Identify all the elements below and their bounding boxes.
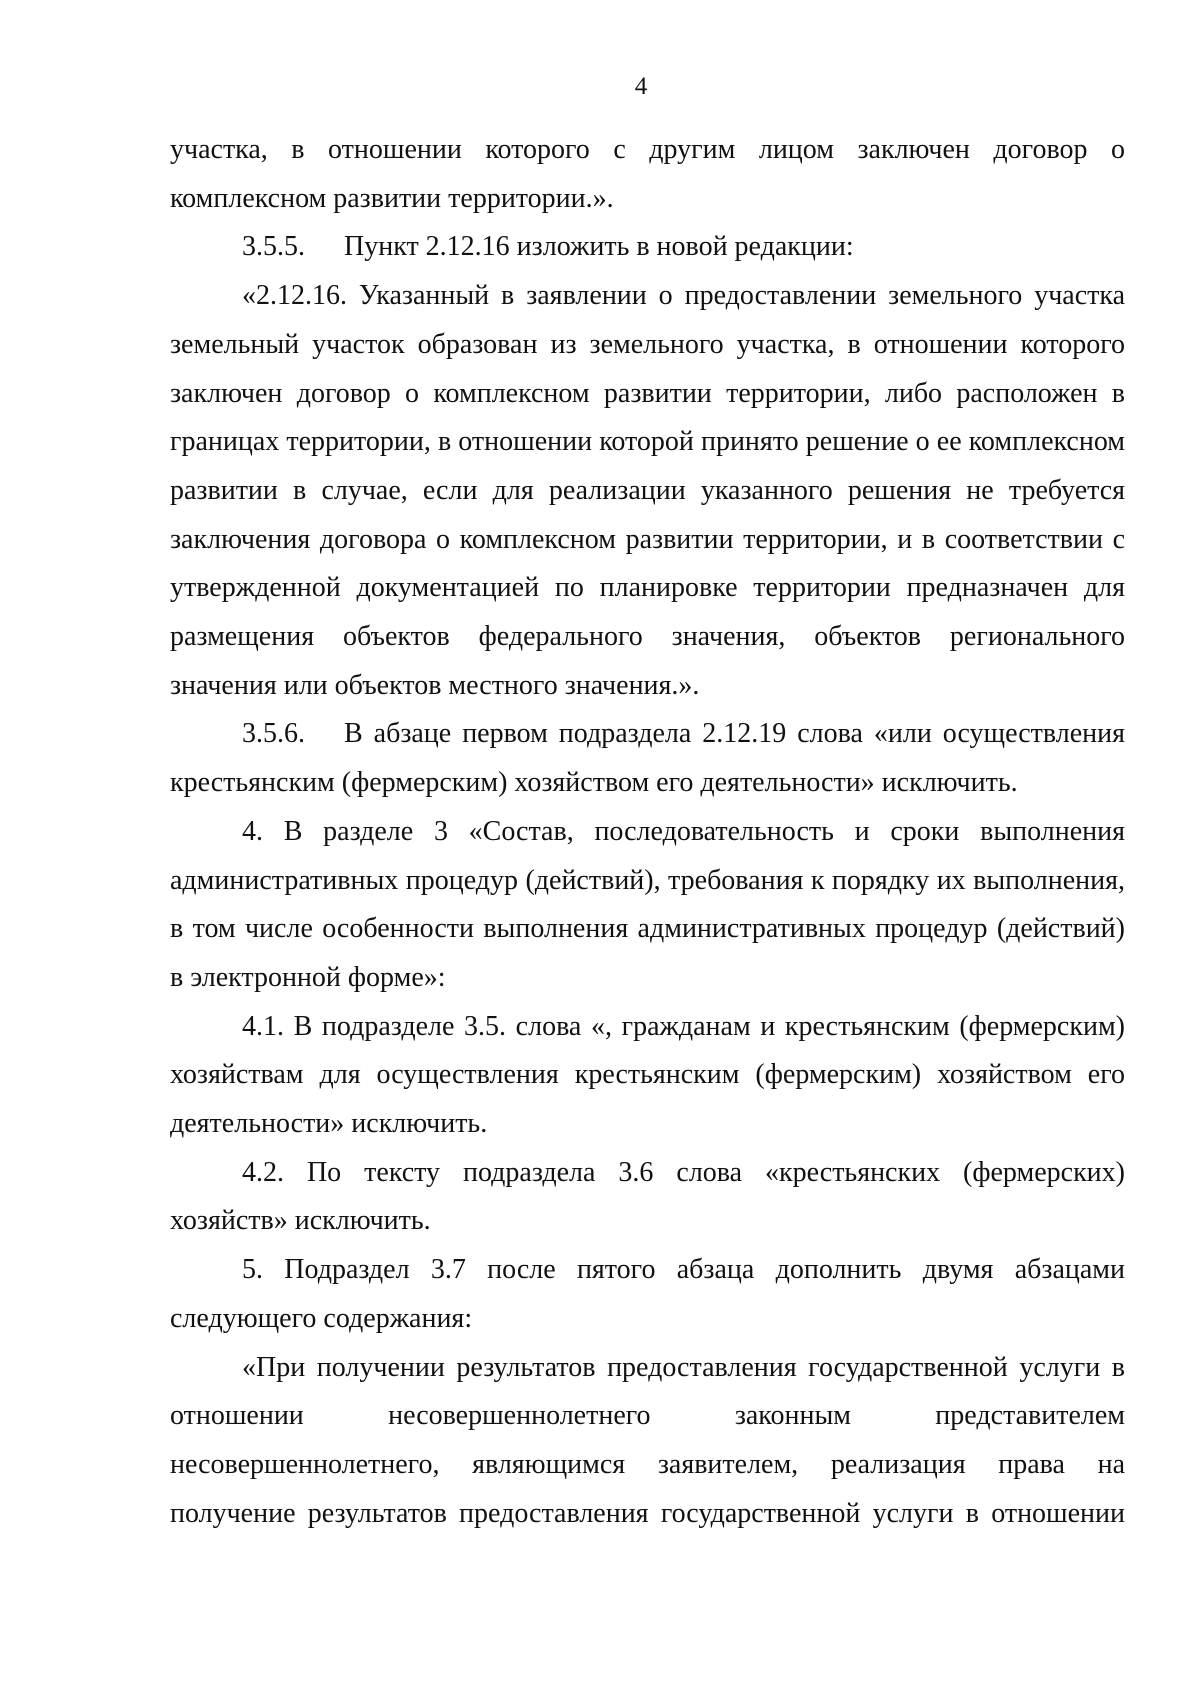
paragraph-3-5-5	[170, 223, 1125, 272]
item-number: 3.5.5.	[242, 231, 305, 263]
paragraph-4-1: 4.1. В подразделе 3.5. слова «, гражданам и крестьянским (фермерским) хозяйствам для осуществления крестьянским (фермерским) хозяйством его деятельности» исключить.	[170, 1010, 1125, 1140]
page-number: 4	[634, 73, 648, 100]
paragraph-text: Пункт 2.12.16 изложить в новой редакции:	[344, 231, 854, 263]
paragraph-section-4: 4. В разделе 3 «Состав, последовательность и сроки выполнения административных процедур (действий), требования к порядку их выполнения, в том числе особенности выполнения административных процедур (действий) в электронной форме»:	[170, 815, 1125, 993]
paragraph-2-12-16-quote: «2.12.16. Указанный в заявлении о предоставлении земельного участка земельный участок образован из земельного участка, в отношении которого заключен договор о комплексном развитии территории, либо расположен в границах территории, в отношении которой принято решение о ее комплексном развитии в случае, если для реализации указанного решения не требуется заключения договора о комплексном развитии территории, и в соответствии с утвержденной документацией по планировке территории предназначен для размещения объектов федерального значения, объектов регионального значения или объектов местного значения.».	[170, 280, 1125, 701]
item-number: 3.5.6.	[242, 718, 305, 750]
paragraph-continuation: участка, в отношении которого с другим лицом заключен договор о комплексном развитии территории.».	[170, 134, 1125, 214]
paragraph-3-5-6	[170, 710, 1125, 807]
paragraph-new-text-quote: «При получении результатов предоставления государственной услуги в отношении несовершеннолетнего законным представителем несовершеннолетнего, являющимся заявителем, реализация права на получение результатов предоставления государственной услуги в отношении	[170, 1351, 1125, 1529]
paragraph-text: В абзаце первом подраздела 2.12.19 слова «или осуществления крестьянским (фермерским) хозяйством его деятельности» исключить.	[170, 718, 1125, 799]
document-body	[170, 126, 1125, 1538]
paragraph-section-5: 5. Подраздел 3.7 после пятого абзаца дополнить двумя абзацами следующего содержания:	[170, 1254, 1125, 1334]
paragraph-4-2: 4.2. По тексту подраздела 3.6 слова «крестьянских (фермерских) хозяйств» исключить.	[170, 1156, 1125, 1237]
